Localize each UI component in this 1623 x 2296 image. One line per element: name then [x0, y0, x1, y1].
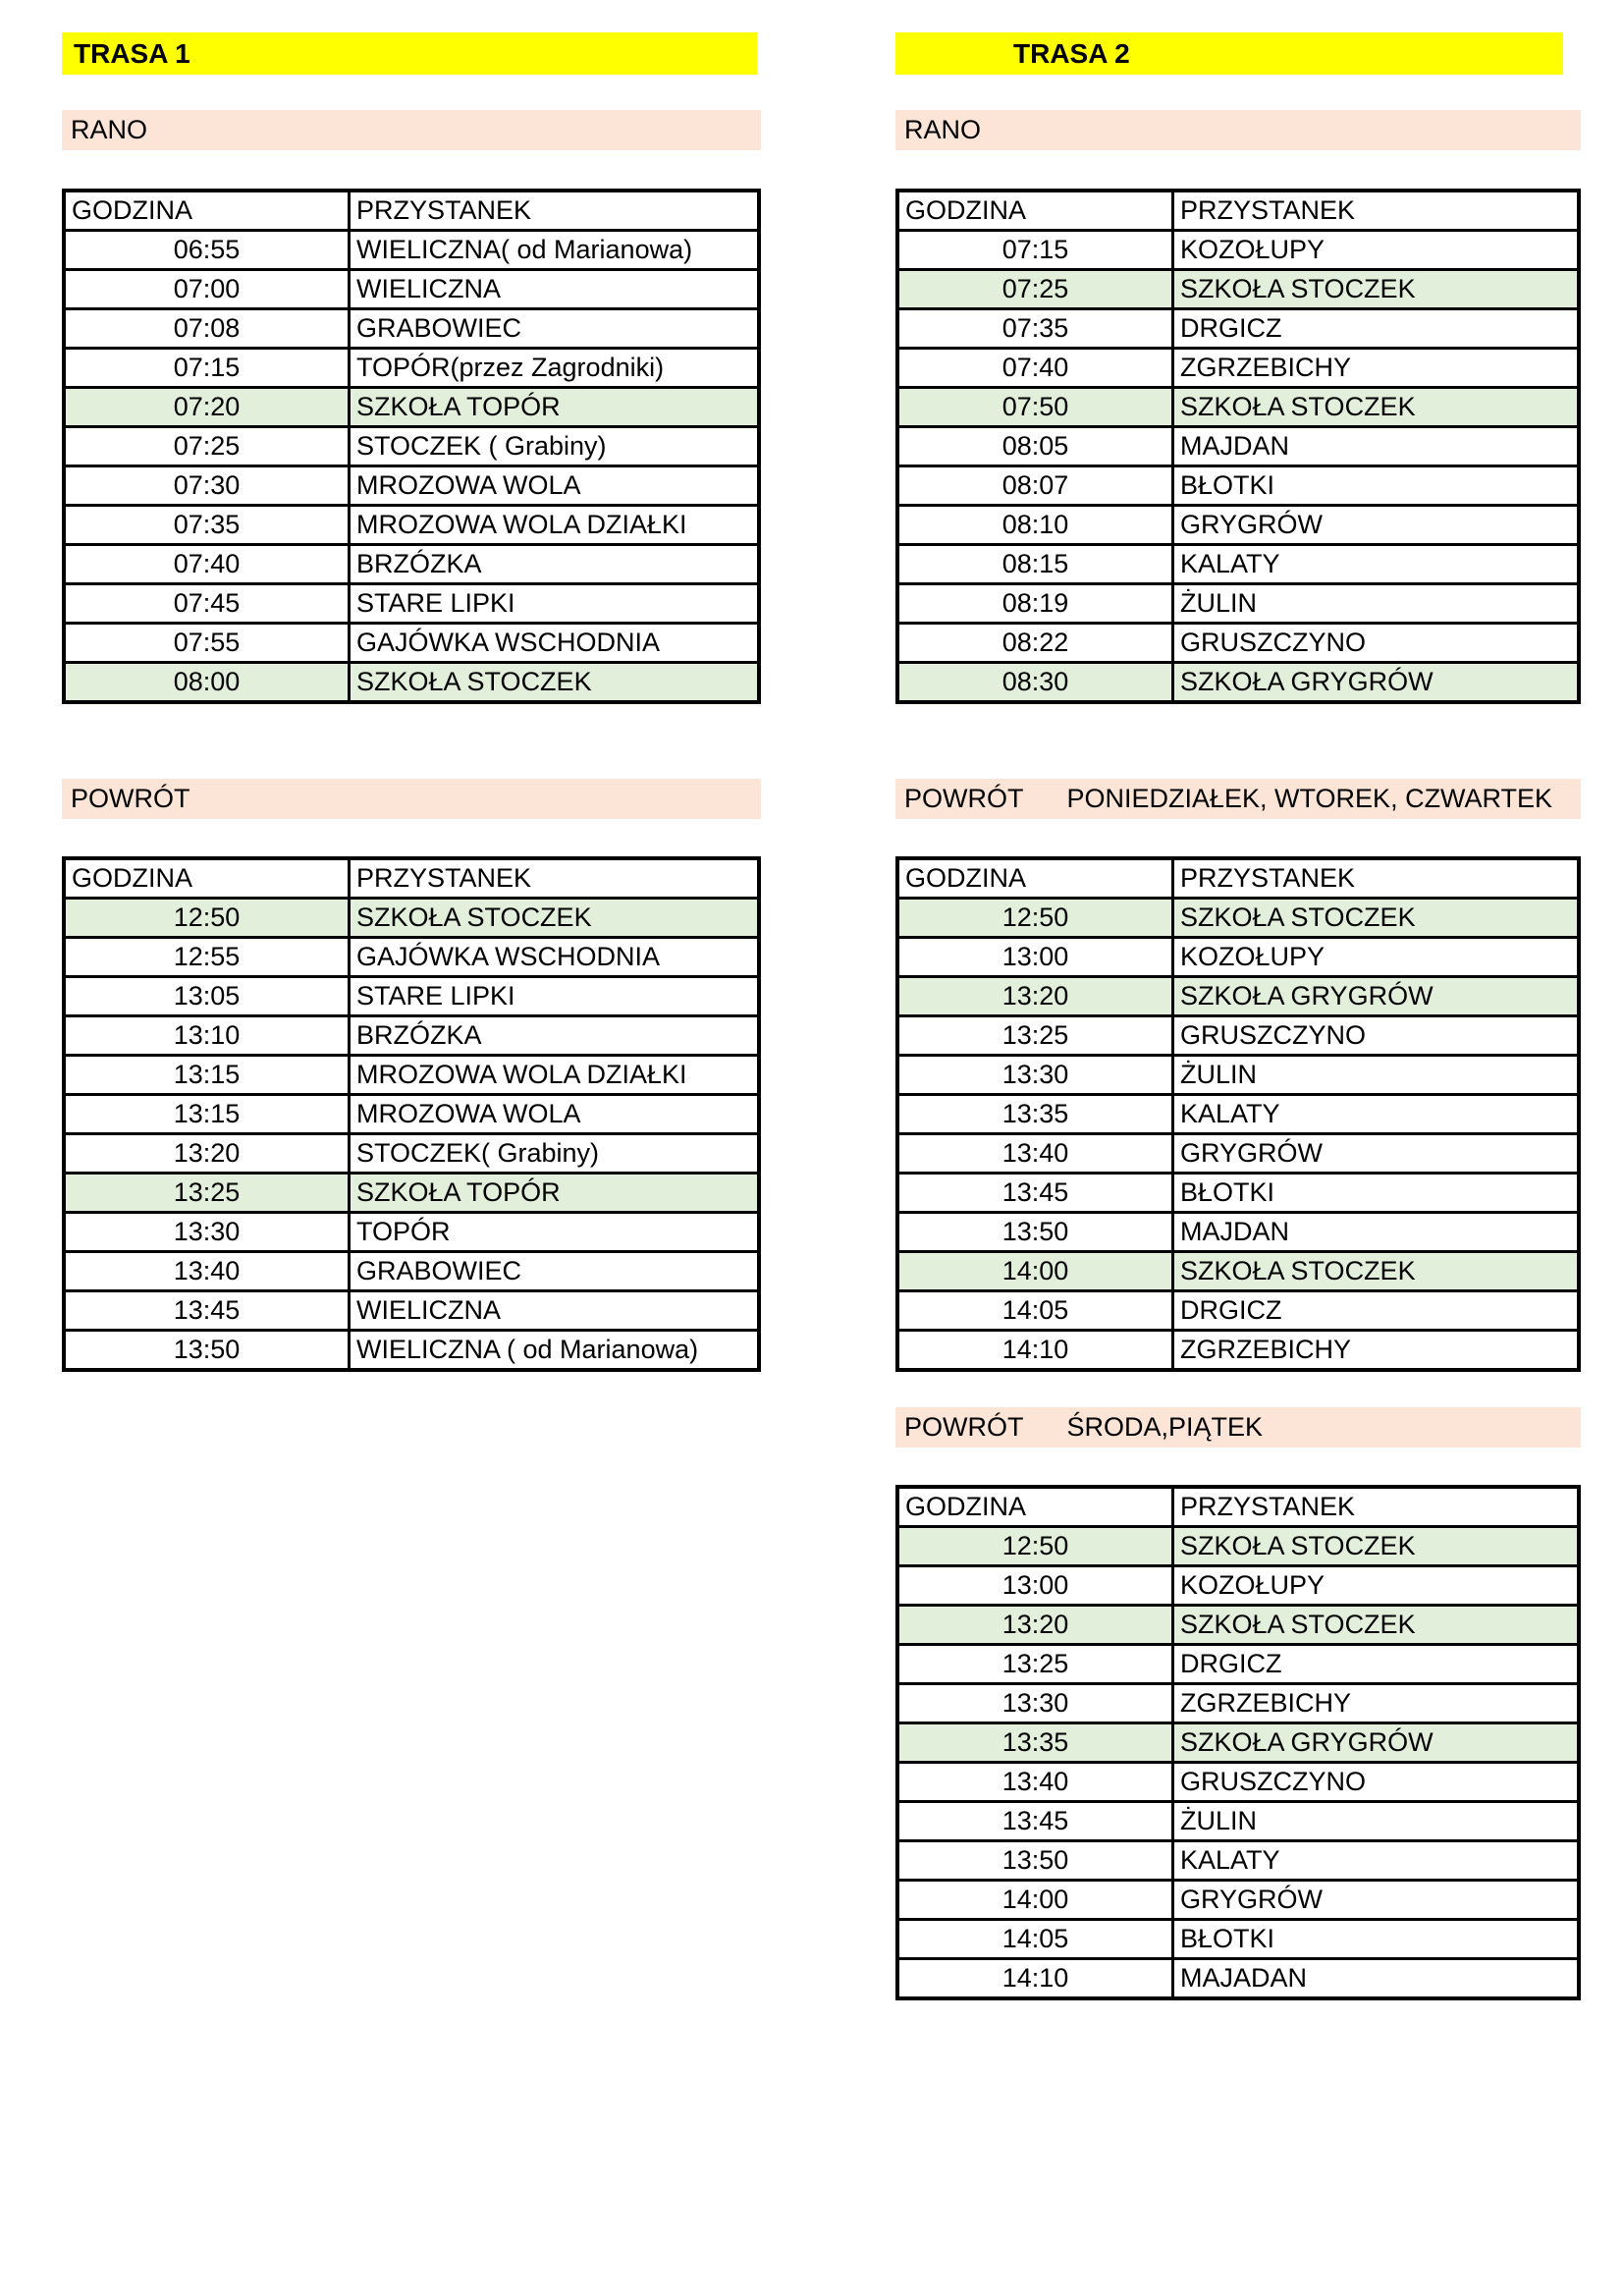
table-row: [897, 1802, 1579, 1841]
table-row: [897, 1606, 1579, 1645]
time-cell: 08:19: [897, 584, 1173, 624]
time-cell: 13:30: [897, 1684, 1173, 1723]
stop-cell: SZKOŁA STOCZEK: [1173, 388, 1580, 427]
time-cell: 13:25: [64, 1174, 350, 1213]
column-header-przystanek: PRZYSTANEK: [1173, 1487, 1580, 1527]
stop-cell: KALATY: [1173, 1841, 1580, 1881]
table-row: [897, 1252, 1579, 1291]
trasa2-powrot-wed-fri-header: [895, 1407, 1581, 1448]
stop-cell: SZKOŁA STOCZEK: [1173, 270, 1580, 309]
stop-cell: ŻULIN: [1173, 1056, 1580, 1095]
table-row: [64, 899, 759, 938]
time-cell: 13:35: [897, 1723, 1173, 1763]
time-cell: 13:30: [64, 1213, 350, 1252]
column-header-przystanek: PRZYSTANEK: [350, 191, 760, 231]
table-row: [897, 506, 1579, 545]
table-row: [897, 466, 1579, 506]
table-row: [64, 1331, 759, 1371]
trasa1-powrot-header: [62, 779, 761, 819]
table-header-row: [64, 191, 759, 231]
table-row: [897, 1095, 1579, 1134]
table-row: [64, 663, 759, 703]
time-cell: 13:20: [64, 1134, 350, 1174]
stop-cell: GRUSZCZYNO: [1173, 1016, 1580, 1056]
table-row: [897, 1016, 1579, 1056]
stop-cell: MROZOWA WOLA DZIAŁKI: [350, 1056, 760, 1095]
time-cell: 08:30: [897, 663, 1173, 703]
table-row: [64, 1252, 759, 1291]
stop-cell: MROZOWA WOLA DZIAŁKI: [350, 506, 760, 545]
table-row: [897, 1763, 1579, 1802]
time-cell: 08:22: [897, 624, 1173, 663]
section-label: RANO: [71, 115, 148, 144]
stop-cell: GAJÓWKA WSCHODNIA: [350, 624, 760, 663]
trasa1-column: [62, 0, 761, 2296]
table-header-row: [897, 191, 1579, 231]
stop-cell: WIELICZNA ( od Marianowa): [350, 1331, 760, 1371]
table-row: [897, 1881, 1579, 1920]
time-cell: 07:45: [64, 584, 350, 624]
time-cell: 07:20: [64, 388, 350, 427]
table-row: [64, 506, 759, 545]
stop-cell: ZGRZEBICHY: [1173, 349, 1580, 388]
stop-cell: GRYGRÓW: [1173, 506, 1580, 545]
table-row: [897, 1920, 1579, 1959]
time-cell: 14:05: [897, 1920, 1173, 1959]
time-cell: 13:35: [897, 1095, 1173, 1134]
time-cell: 07:35: [64, 506, 350, 545]
stop-cell: STOCZEK ( Grabiny): [350, 427, 760, 466]
stop-cell: KOZOŁUPY: [1173, 1566, 1580, 1606]
table-row: [897, 977, 1579, 1016]
time-cell: 14:10: [897, 1331, 1173, 1371]
time-cell: 12:50: [897, 1527, 1173, 1566]
table-row: [897, 1684, 1579, 1723]
stop-cell: MAJDAN: [1173, 1213, 1580, 1252]
time-cell: 13:30: [897, 1056, 1173, 1095]
time-cell: 13:45: [897, 1174, 1173, 1213]
table-row: [64, 1174, 759, 1213]
stop-cell: STARE LIPKI: [350, 584, 760, 624]
column-header-godzina: GODZINA: [897, 858, 1173, 899]
table-row: [897, 1723, 1579, 1763]
section-label: RANO: [904, 115, 982, 144]
stop-cell: SZKOŁA GRYGRÓW: [1173, 663, 1580, 703]
time-cell: 13:50: [897, 1841, 1173, 1881]
time-cell: 13:40: [897, 1763, 1173, 1802]
stop-cell: GRUSZCZYNO: [1173, 624, 1580, 663]
stop-cell: SZKOŁA STOCZEK: [1173, 899, 1580, 938]
time-cell: 13:25: [897, 1016, 1173, 1056]
stop-cell: KOZOŁUPY: [1173, 231, 1580, 270]
table-row: [64, 977, 759, 1016]
trasa1-rano-table: [62, 189, 761, 704]
table-row: [897, 1527, 1579, 1566]
stop-cell: TOPÓR: [350, 1213, 760, 1252]
stop-cell: SZKOŁA STOCZEK: [1173, 1527, 1580, 1566]
stop-cell: SZKOŁA STOCZEK: [1173, 1252, 1580, 1291]
stop-cell: ZGRZEBICHY: [1173, 1684, 1580, 1723]
column-header-godzina: GODZINA: [897, 1487, 1173, 1527]
table-row: [897, 1959, 1579, 1999]
time-cell: 13:45: [897, 1802, 1173, 1841]
time-cell: 13:20: [897, 977, 1173, 1016]
stop-cell: BRZÓZKA: [350, 545, 760, 584]
time-cell: 13:00: [897, 1566, 1173, 1606]
stop-cell: GRABOWIEC: [350, 309, 760, 349]
time-cell: 08:07: [897, 466, 1173, 506]
time-cell: 13:40: [64, 1252, 350, 1291]
time-cell: 08:10: [897, 506, 1173, 545]
table-row: [897, 388, 1579, 427]
time-cell: 07:55: [64, 624, 350, 663]
trasa2-title: TRASA 2: [1013, 37, 1130, 69]
time-cell: 07:35: [897, 309, 1173, 349]
time-cell: 14:10: [897, 1959, 1173, 1999]
time-cell: 07:40: [897, 349, 1173, 388]
table-row: [897, 1566, 1579, 1606]
trasa2-column: [895, 0, 1581, 2296]
table-header-row: [64, 858, 759, 899]
table-row: [897, 1841, 1579, 1881]
stop-cell: GRYGRÓW: [1173, 1881, 1580, 1920]
stop-cell: DRGICZ: [1173, 309, 1580, 349]
table-row: [64, 1213, 759, 1252]
time-cell: 12:50: [64, 899, 350, 938]
stop-cell: SZKOŁA TOPÓR: [350, 1174, 760, 1213]
table-row: [897, 1174, 1579, 1213]
trasa2-powrot-mon-tue-thu-table: [895, 856, 1581, 1372]
stop-cell: GRYGRÓW: [1173, 1134, 1580, 1174]
time-cell: 13:15: [64, 1056, 350, 1095]
table-row: [64, 938, 759, 977]
table-row: [897, 349, 1579, 388]
time-cell: 13:50: [64, 1331, 350, 1371]
column-header-przystanek: PRZYSTANEK: [1173, 858, 1580, 899]
stop-cell: GRUSZCZYNO: [1173, 1763, 1580, 1802]
table-row: [897, 545, 1579, 584]
table-row: [64, 1056, 759, 1095]
table-row: [64, 466, 759, 506]
stop-cell: TOPÓR(przez Zagrodniki): [350, 349, 760, 388]
time-cell: 12:50: [897, 899, 1173, 938]
table-row: [897, 624, 1579, 663]
table-row: [64, 1095, 759, 1134]
table-header-row: [897, 1487, 1579, 1527]
time-cell: 13:15: [64, 1095, 350, 1134]
table-row: [64, 1291, 759, 1331]
time-cell: 13:25: [897, 1645, 1173, 1684]
time-cell: 14:00: [897, 1252, 1173, 1291]
column-header-godzina: GODZINA: [64, 858, 350, 899]
stop-cell: SZKOŁA STOCZEK: [350, 663, 760, 703]
column-header-godzina: GODZINA: [897, 191, 1173, 231]
stop-cell: WIELICZNA: [350, 270, 760, 309]
table-row: [64, 388, 759, 427]
stop-cell: WIELICZNA: [350, 1291, 760, 1331]
stop-cell: SZKOŁA GRYGRÓW: [1173, 977, 1580, 1016]
stop-cell: BŁOTKI: [1173, 1174, 1580, 1213]
stop-cell: DRGICZ: [1173, 1291, 1580, 1331]
stop-cell: STARE LIPKI: [350, 977, 760, 1016]
section-days: ŚRODA,PIĄTEK: [1066, 1412, 1264, 1442]
table-row: [897, 231, 1579, 270]
column-header-godzina: GODZINA: [64, 191, 350, 231]
stop-cell: ŻULIN: [1173, 584, 1580, 624]
table-row: [64, 231, 759, 270]
time-cell: 13:10: [64, 1016, 350, 1056]
table-row: [897, 899, 1579, 938]
table-row: [897, 270, 1579, 309]
time-cell: 13:50: [897, 1213, 1173, 1252]
trasa2-rano-table: [895, 189, 1581, 704]
trasa2-powrot-wed-fri-table: [895, 1485, 1581, 2000]
stop-cell: BRZÓZKA: [350, 1016, 760, 1056]
time-cell: 07:15: [64, 349, 350, 388]
time-cell: 08:05: [897, 427, 1173, 466]
table-row: [897, 309, 1579, 349]
trasa1-title: TRASA 1: [74, 37, 190, 69]
table-row: [897, 427, 1579, 466]
stop-cell: DRGICZ: [1173, 1645, 1580, 1684]
time-cell: 07:15: [897, 231, 1173, 270]
time-cell: 08:00: [64, 663, 350, 703]
table-row: [64, 545, 759, 584]
time-cell: 07:00: [64, 270, 350, 309]
stop-cell: GAJÓWKA WSCHODNIA: [350, 938, 760, 977]
stop-cell: BŁOTKI: [1173, 1920, 1580, 1959]
table-row: [897, 1213, 1579, 1252]
time-cell: 13:00: [897, 938, 1173, 977]
table-row: [897, 584, 1579, 624]
time-cell: 13:40: [897, 1134, 1173, 1174]
section-days: PONIEDZIAŁEK, WTOREK, CZWARTEK: [1066, 784, 1553, 813]
time-cell: 12:55: [64, 938, 350, 977]
time-cell: 13:45: [64, 1291, 350, 1331]
time-cell: 07:30: [64, 466, 350, 506]
stop-cell: MROZOWA WOLA: [350, 466, 760, 506]
time-cell: 07:08: [64, 309, 350, 349]
stop-cell: ZGRZEBICHY: [1173, 1331, 1580, 1371]
stop-cell: WIELICZNA( od Marianowa): [350, 231, 760, 270]
time-cell: 07:40: [64, 545, 350, 584]
stop-cell: SZKOŁA STOCZEK: [350, 899, 760, 938]
trasa1-title-bar: [62, 32, 757, 75]
table-row: [897, 663, 1579, 703]
stop-cell: MAJADAN: [1173, 1959, 1580, 1999]
stop-cell: KALATY: [1173, 1095, 1580, 1134]
time-cell: 14:05: [897, 1291, 1173, 1331]
table-row: [897, 938, 1579, 977]
stop-cell: KALATY: [1173, 545, 1580, 584]
stop-cell: KOZOŁUPY: [1173, 938, 1580, 977]
trasa2-rano-header: [895, 110, 1581, 150]
stop-cell: MROZOWA WOLA: [350, 1095, 760, 1134]
table-row: [64, 1016, 759, 1056]
table-row: [897, 1331, 1579, 1371]
time-cell: 06:55: [64, 231, 350, 270]
stop-cell: BŁOTKI: [1173, 466, 1580, 506]
trasa2-powrot-mon-tue-thu-header: [895, 779, 1581, 819]
table-row: [897, 1056, 1579, 1095]
time-cell: 14:00: [897, 1881, 1173, 1920]
stop-cell: SZKOŁA GRYGRÓW: [1173, 1723, 1580, 1763]
time-cell: 07:50: [897, 388, 1173, 427]
column-header-przystanek: PRZYSTANEK: [1173, 191, 1580, 231]
table-row: [64, 584, 759, 624]
trasa2-title-bar: [895, 32, 1563, 75]
table-row: [64, 624, 759, 663]
table-row: [64, 1134, 759, 1174]
time-cell: 13:05: [64, 977, 350, 1016]
section-label: POWRÓT: [904, 1412, 1024, 1442]
trasa1-powrot-table: [62, 856, 761, 1372]
section-label: POWRÓT: [904, 784, 1024, 813]
table-row: [64, 349, 759, 388]
table-row: [64, 309, 759, 349]
trasa1-rano-header: [62, 110, 761, 150]
stop-cell: STOCZEK( Grabiny): [350, 1134, 760, 1174]
column-header-przystanek: PRZYSTANEK: [350, 858, 760, 899]
stop-cell: ŻULIN: [1173, 1802, 1580, 1841]
time-cell: 13:20: [897, 1606, 1173, 1645]
table-row: [64, 427, 759, 466]
time-cell: 07:25: [64, 427, 350, 466]
stop-cell: GRABOWIEC: [350, 1252, 760, 1291]
stop-cell: SZKOŁA STOCZEK: [1173, 1606, 1580, 1645]
table-header-row: [897, 858, 1579, 899]
table-row: [897, 1291, 1579, 1331]
time-cell: 07:25: [897, 270, 1173, 309]
section-label: POWRÓT: [71, 784, 190, 813]
stop-cell: MAJDAN: [1173, 427, 1580, 466]
time-cell: 08:15: [897, 545, 1173, 584]
table-row: [64, 270, 759, 309]
table-row: [897, 1645, 1579, 1684]
table-row: [897, 1134, 1579, 1174]
stop-cell: SZKOŁA TOPÓR: [350, 388, 760, 427]
